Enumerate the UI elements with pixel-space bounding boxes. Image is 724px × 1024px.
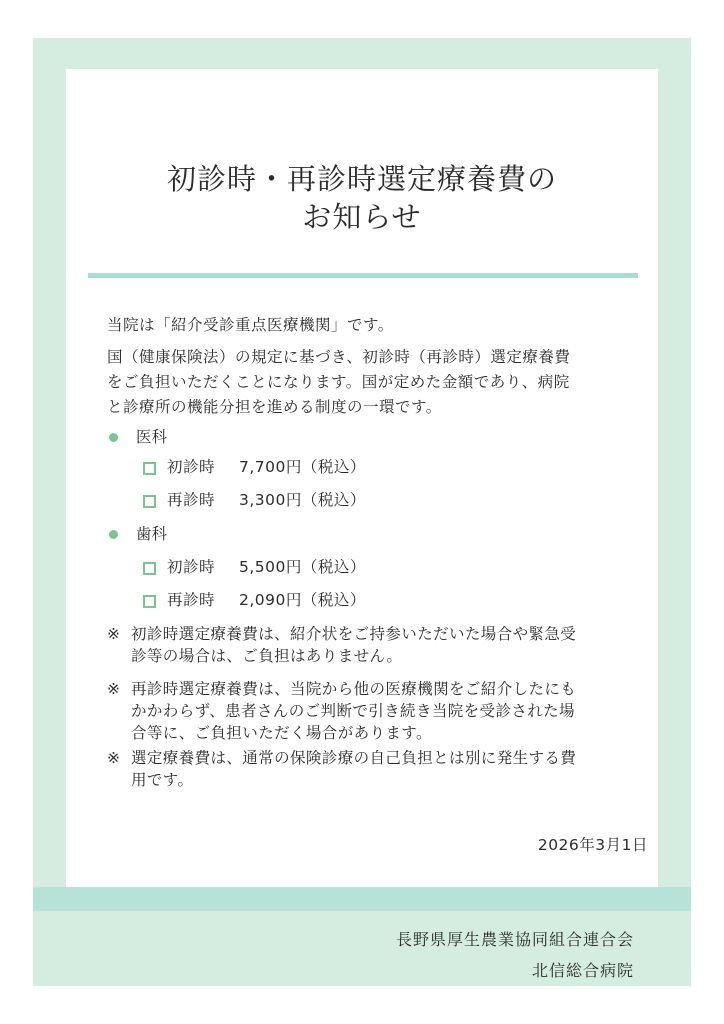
page-title: [66, 160, 658, 236]
bullet-dot-icon: [109, 530, 118, 539]
bullet-dot-icon: [109, 433, 118, 442]
fee-amount: 3,300円（税込）: [239, 491, 366, 509]
note-line: 診等の場合は、ご負担はありません。: [131, 647, 403, 665]
fee-amount: 2,090円（税込）: [239, 591, 366, 609]
checkbox-square-icon: [143, 595, 156, 608]
issue-date: 2026年3月1日: [537, 836, 648, 854]
note-line: 再診時選定療養費は、当院から他の医療機関をご紹介したにも: [131, 680, 577, 698]
fee-row: [167, 456, 366, 478]
fee-label: 再診時: [167, 491, 216, 509]
description-line-3: と診療所の機能分担を進める制度の一環です。: [107, 398, 442, 416]
fee-amount: 7,700円（税込）: [239, 458, 366, 476]
description-line-2: をご負担いただくことになります。国が定めた金額であり、病院: [107, 373, 570, 391]
note-line: かかわらず、患者さんのご判断で引き続き当院を受診された場: [131, 702, 575, 720]
checkbox-square-icon: [143, 495, 156, 508]
title-divider: [88, 273, 638, 278]
hospital-name: 北信総合病院: [531, 961, 634, 980]
fee-amount: 5,500円（税込）: [239, 558, 366, 576]
note-mark: ※: [107, 749, 121, 767]
footer-band: [33, 887, 691, 911]
description-line-1: 国（健康保険法）の規定に基づき、初診時（再診時）選定療養費: [107, 348, 571, 366]
note-mark: ※: [107, 680, 121, 698]
checkbox-square-icon: [143, 462, 156, 475]
federation-name: 長野県厚生農業協同組合連合会: [395, 930, 634, 949]
note-mark: ※: [107, 625, 121, 643]
title-line-1: 初診時・再診時選定療養費の: [166, 162, 557, 196]
fee-label: 初診時: [167, 558, 216, 576]
note-line: 初診時選定療養費は、紹介状をご持参いただいた場合や緊急受: [131, 625, 577, 643]
checkbox-square-icon: [143, 562, 156, 575]
category-dental: 歯科: [136, 525, 168, 543]
fee-row: [167, 556, 366, 578]
note-line: 合等に、ご負担いただく場合があります。: [131, 724, 432, 742]
intro-text: 当院は「紹介受診重点医療機関」です。: [107, 316, 394, 334]
title-line-2: お知らせ: [302, 200, 422, 234]
fee-row: [167, 489, 366, 511]
fee-label: 再診時: [167, 591, 216, 609]
fee-label: 初診時: [167, 458, 216, 476]
note-line: 選定療養費は、通常の保険診療の自己負担とは別に発生する費: [131, 749, 577, 767]
fee-row: [167, 589, 366, 611]
note-line: 用です。: [131, 771, 194, 789]
category-medical: 医科: [136, 428, 168, 446]
